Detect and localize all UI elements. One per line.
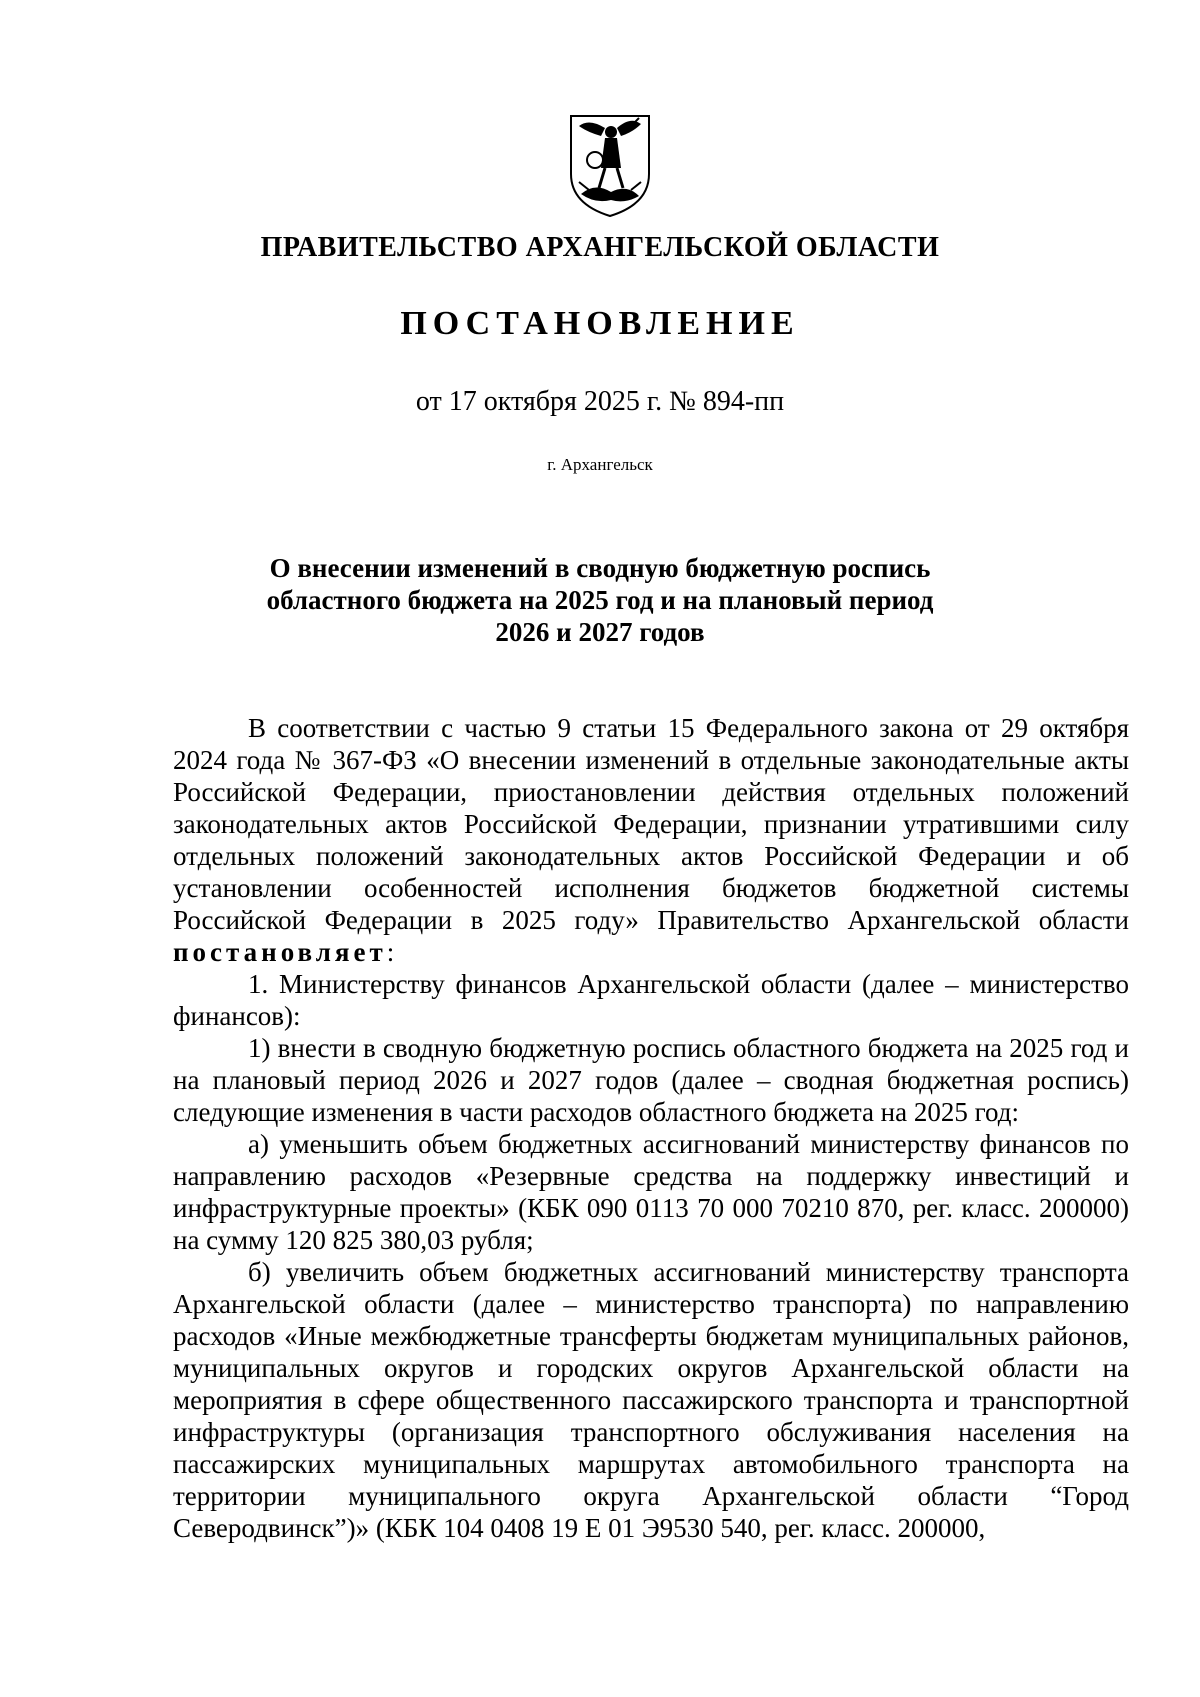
intro-text: В соответствии с частью 9 статьи 15 Федерального закона от 29 октября 2024 года № 367-ФЗ «О внесении изменений в отдельные законодательные акты Российской Федерации, приостановлении действия отдельных положений законодательных актов Российской Федерации, признании утратившими силу отдельных положений законодательных актов Российской Федерации и об установлении особенностей исполнения бюджетов бюджетной системы Российской Федерации в 2025 году» Правительство Архангельской области [173, 713, 1129, 935]
document-type: ПОСТАНОВЛЕНИЕ [400, 305, 800, 342]
decree-word: постановляет [173, 937, 387, 967]
document-date-number: от 17 октября 2025 г. № 894-пп [415, 386, 785, 417]
clause-1-1-b: б) увеличить объем бюджетных ассигнований министерству транспорта Архангельской области (далее – министерство транспорта) по направлению расходов «Иные межбюджетные трансферты бюджетам муниципальных районов, муниципальных округов и городских округов Архангельской области на мероприятия в сфере общественного пассажирского транспорта и транспортной инфраструктуры (организация транспортного обслуживания населения на пассажирских муниципальных маршрутах автомобильного транспорта на территории муниципального округа Архангельской области “Город Северодвинск”)» (КБК 104 0408 19 Е 01 Э9530 540, рег. класс. 200000, [173, 1257, 1129, 1543]
intro-paragraph [173, 712, 1129, 968]
document-title-line: областного бюджета на 2025 год и на плановый период [266, 585, 934, 615]
clause-1-1-a: а) уменьшить объем бюджетных ассигнований министерству финансов по направлению расходов «Резервные средства на поддержку инвестиций и инфраструктурные проекты» (КБК 090 0113 70 000 70210 870, рег. класс. 200000) на сумму 120 825 380,03 рубля; [173, 1129, 1129, 1255]
document-title-line: 2026 и 2027 годов [495, 617, 705, 647]
document-city: г. Архангельск [547, 455, 653, 474]
coat-of-arms-icon [565, 112, 655, 220]
clause-1-1: 1) внести в сводную бюджетную роспись областного бюджета на 2025 год и на плановый период 2026 и 2027 годов (далее – сводная бюджетная роспись) следующие изменения в части расходов областного бюджета на 2025 год: [173, 1033, 1129, 1127]
clause-1: 1. Министерству финансов Архангельской области (далее – министерство финансов): [173, 969, 1129, 1031]
organization-name: ПРАВИТЕЛЬСТВО АРХАНГЕЛЬСКОЙ ОБЛАСТИ [260, 232, 940, 263]
decree-colon: : [386, 937, 395, 967]
document-body [173, 712, 1129, 1544]
document-title [0, 552, 1200, 648]
document-title-line: О внесении изменений в сводную бюджетную роспись [269, 553, 931, 583]
